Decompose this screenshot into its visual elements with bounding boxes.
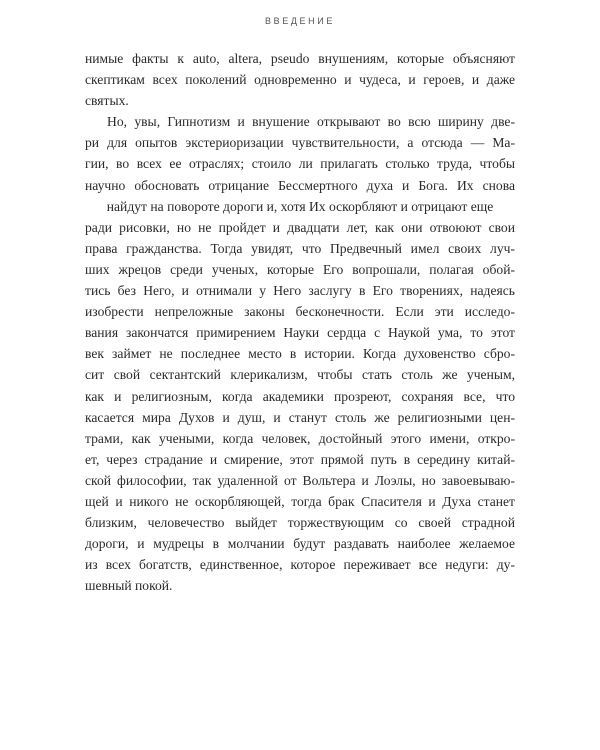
text-line: касается мира Духов и душ, и станут столь же религиозными цен-	[85, 409, 515, 425]
text-line: изобрести непреложные законы бесконечности. Если эти исследо-	[85, 304, 515, 320]
text-line: ри для опытов экстериоризации чувствительности, а отсюда — Ма-	[85, 135, 515, 151]
body-text	[85, 48, 515, 596]
text-line: Но, увы, Гипнотизм и внушение открывают во всю ширину две-	[107, 114, 515, 130]
text-line: найдут на повороте дороги и, хотя Их оскорбляют и отрицают еще	[106, 198, 494, 214]
text-line: щей и никого не оскорбляющей, тогда брак Спасителя и Духа станет	[85, 493, 515, 509]
text-line: научно обосновать отрицание Бессмертного духа и Бога. Их снова	[85, 177, 515, 193]
text-line: ших жрецов среди ученых, которые Его вопрошали, полагая обой-	[85, 261, 515, 277]
text-line: тись без Него, и отнимали у Него заслугу в Его творениях, надеясь	[85, 283, 515, 299]
text-line: скептикам всех поколений одновременно и чудеса, и героев, и даже	[85, 72, 515, 88]
text-line: век займет не последнее место в истории. Когда духовенство сбро-	[85, 346, 515, 362]
text-line: трами, как учеными, когда человек, достойный этого имени, откро-	[85, 430, 515, 446]
text-line: из всех богатств, единственное, которое переживает все недуги: ду-	[85, 557, 515, 573]
text-line: дороги, и мудрецы в молчании будут раздавать наиболее желаемое	[85, 536, 515, 552]
text-line: сит свой сектантский клерикализм, чтобы стать столь же ученым,	[85, 367, 515, 383]
text-line: близким, человечество выйдет торжествующим со своей страдной	[85, 515, 515, 531]
text-line: ской философии, так удаленной от Вольтера и Лоэлы, но завоевываю-	[85, 472, 515, 488]
text-line: ради рисовки, но не пройдет и двадцати лет, как они отвоюют свои	[85, 219, 515, 235]
text-line: нимые факты к auto, altera, pseudo внушениям, которые объясняют	[85, 51, 515, 66]
text-line: ет, через страдание и смирение, этот прямой путь в середину китай-	[85, 451, 515, 467]
text-line: вания закончатся примирением Науки сердца с Наукой ума, то этот	[85, 325, 515, 341]
text-line: как и религиозным, когда академики прозреют, сохраняя все, что	[85, 388, 515, 404]
text-line: права гражданства. Тогда увидят, что Предвечный имел своих луч-	[85, 240, 515, 256]
running-head: ВВЕДЕНИЕ	[265, 16, 335, 26]
text-line: святых.	[85, 93, 129, 109]
text-line: шевный покой.	[85, 578, 173, 594]
text-line: гии, во всех ее отраслях; стоило ли прилагать столько труда, чтобы	[85, 156, 515, 172]
